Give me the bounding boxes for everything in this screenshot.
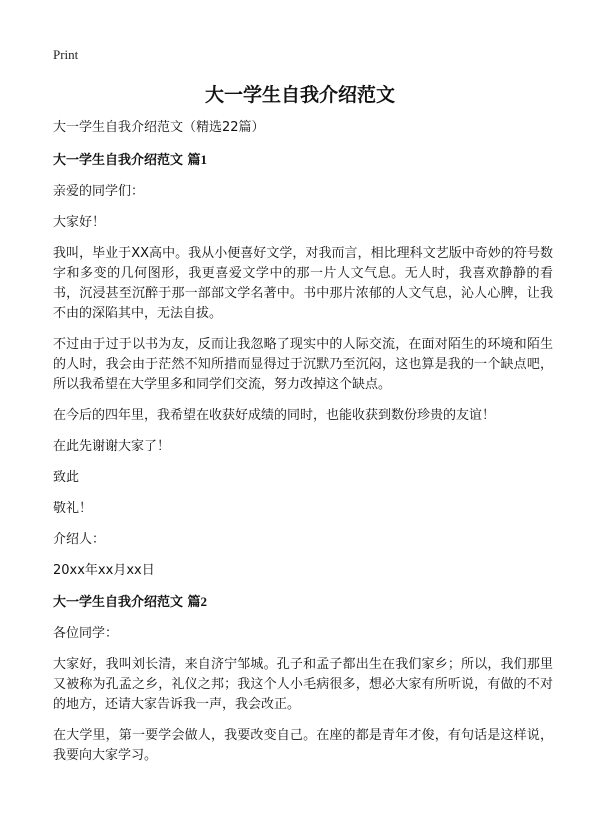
paragraph: 大家好，我叫刘长清，来自济宁邹城。孔子和孟子都出生在我们家乡；所以，我们那里又被称为孔孟之乡，礼仪之邦；我这个人小毛病很多，想必大家有所听说，有做的不对的地方，还请大家告诉我一声，我会改正。	[53, 657, 553, 712]
paragraph: 大家好！	[53, 215, 106, 230]
section-heading-2	[53, 592, 553, 613]
paragraph: 亲爱的同学们：	[53, 184, 145, 199]
paragraph: 敬礼！	[53, 501, 93, 516]
paragraph: 介绍人：	[53, 532, 106, 547]
document-body	[53, 118, 553, 777]
document-subtitle: 大一学生自我介绍范文（精选22篇）	[53, 120, 265, 135]
paragraph: 各位同学：	[53, 626, 119, 641]
section-heading-text: 大一学生自我介绍范文	[53, 595, 184, 610]
print-label: Print	[53, 47, 79, 62]
section-heading-number: 篇2	[187, 594, 208, 609]
paragraph: 在此先谢谢大家了！	[53, 439, 171, 454]
paragraph: 不过由于过于以书为友，反而让我忽略了现实中的人际交流，在面对陌生的环境和陌生的人时，我会由于茫然不知所措而显得过于沉默乃至沉闷，这也算是我的一个缺点吧，所以我希望在大学里多和同学们交流，努力改掉这个缺点。	[53, 337, 553, 392]
paragraph: 我叫，毕业于XX高中。我从小便喜好文学，对我而言，相比理科文艺版中奇妙的符号数字和多变的几何图形，我更喜爱文学中的那一片人文气息。无人时，我喜欢静静的看书，沉浸甚至沉醉于那一部部文学名著中。书中那片浓郁的人文气息，沁人心脾，让我不由的深陷其中，无法自拔。	[53, 246, 553, 321]
section-heading-text: 大一学生自我介绍范文	[53, 153, 184, 168]
paragraph: 在今后的四年里，我希望在收获好成绩的同时，也能收获到数份珍贵的友谊！	[53, 408, 496, 423]
paragraph: 在大学里，第一要学会做人，我要改变自己。在座的都是青年才俊，有句话是这样说，我要向大家学习。	[53, 728, 553, 763]
section-heading-number: 篇1	[187, 152, 208, 167]
date-line: 20xx年xx月xx日	[53, 563, 155, 578]
document-title: 大一学生自我介绍范文	[204, 84, 395, 106]
paragraph: 致此	[53, 470, 80, 485]
section-heading-1	[53, 150, 553, 171]
